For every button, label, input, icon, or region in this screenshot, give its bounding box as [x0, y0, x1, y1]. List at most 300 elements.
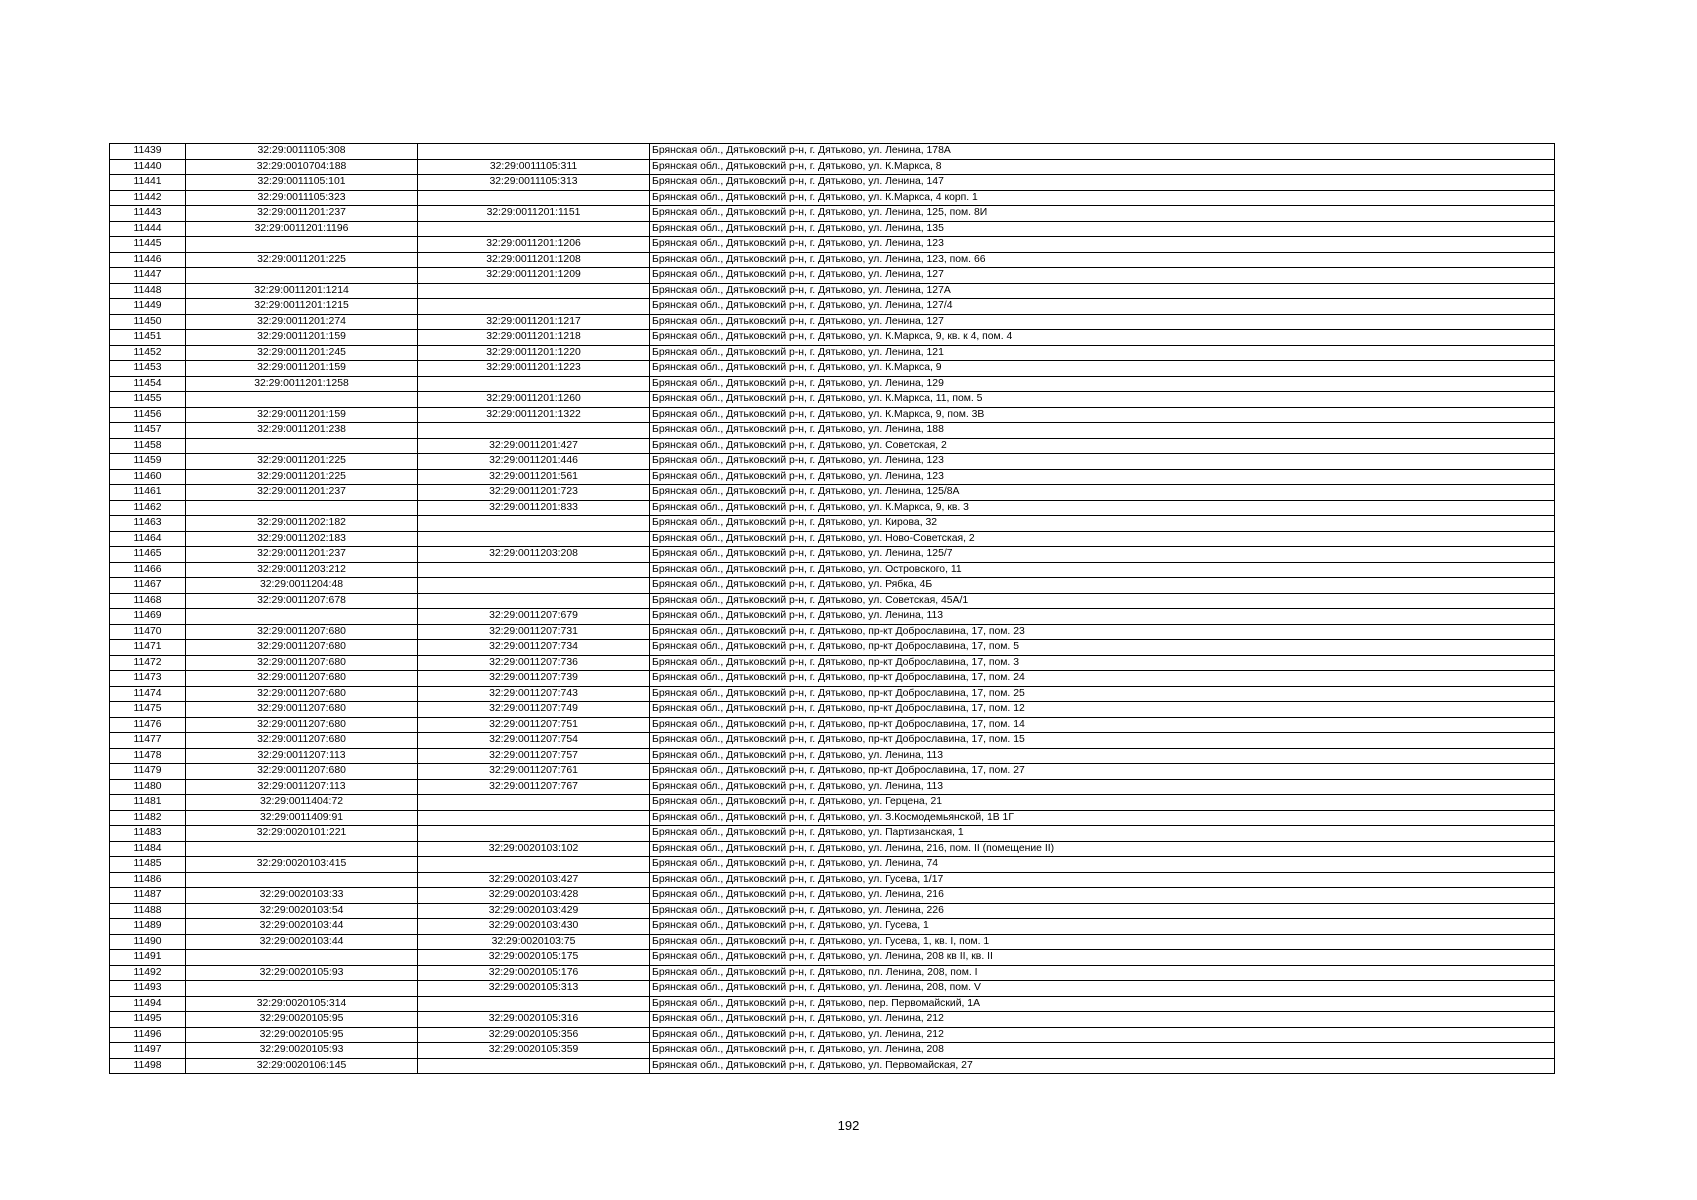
address-cell: Брянская обл., Дятьковский р-н, г. Дятьково, пр-кт Доброславина, 17, пом. 15 — [650, 733, 1555, 749]
building-cadastral-number-cell: 32:29:0020103:102 — [418, 841, 650, 857]
row-number-cell: 11461 — [110, 485, 186, 501]
parcel-cadastral-number-cell: 32:29:0011203:212 — [186, 562, 418, 578]
row-number-cell: 11456 — [110, 407, 186, 423]
table-row — [110, 392, 1555, 408]
building-cadastral-number-cell: 32:29:0011105:313 — [418, 175, 650, 191]
building-cadastral-number-cell: 32:29:0011207:761 — [418, 764, 650, 780]
row-number-cell: 11468 — [110, 593, 186, 609]
address-cell: Брянская обл., Дятьковский р-н, г. Дятьково, ул. Ленина, 113 — [650, 609, 1555, 625]
building-cadastral-number-cell: 32:29:0011207:743 — [418, 686, 650, 702]
parcel-cadastral-number-cell: 32:29:0011201:1214 — [186, 283, 418, 299]
table-row — [110, 810, 1555, 826]
parcel-cadastral-number-cell — [186, 981, 418, 997]
parcel-cadastral-number-cell: 32:29:0020103:44 — [186, 934, 418, 950]
parcel-cadastral-number-cell: 32:29:0020105:314 — [186, 996, 418, 1012]
parcel-cadastral-number-cell: 32:29:0020105:95 — [186, 1012, 418, 1028]
address-cell: Брянская обл., Дятьковский р-н, г. Дятьково, пер. Первомайский, 1А — [650, 996, 1555, 1012]
row-number-cell: 11453 — [110, 361, 186, 377]
parcel-cadastral-number-cell: 32:29:0011202:183 — [186, 531, 418, 547]
parcel-cadastral-number-cell: 32:29:0011207:680 — [186, 671, 418, 687]
table-row — [110, 1027, 1555, 1043]
row-number-cell: 11469 — [110, 609, 186, 625]
table-row — [110, 454, 1555, 470]
row-number-cell: 11440 — [110, 159, 186, 175]
table-row — [110, 702, 1555, 718]
table-row — [110, 795, 1555, 811]
parcel-cadastral-number-cell: 32:29:0011201:1196 — [186, 221, 418, 237]
address-cell: Брянская обл., Дятьковский р-н, г. Дятьково, ул. Ленина, 127А — [650, 283, 1555, 299]
parcel-cadastral-number-cell: 32:29:0020101:221 — [186, 826, 418, 842]
parcel-cadastral-number-cell — [186, 872, 418, 888]
building-cadastral-number-cell: 32:29:0011201:723 — [418, 485, 650, 501]
parcel-cadastral-number-cell: 32:29:0020103:415 — [186, 857, 418, 873]
address-cell: Брянская обл., Дятьковский р-н, г. Дятьково, ул. К.Маркса, 4 корп. 1 — [650, 190, 1555, 206]
table-row — [110, 438, 1555, 454]
parcel-cadastral-number-cell: 32:29:0011207:680 — [186, 624, 418, 640]
building-cadastral-number-cell — [418, 283, 650, 299]
row-number-cell: 11459 — [110, 454, 186, 470]
page-number: 192 — [837, 1118, 860, 1133]
table-row — [110, 655, 1555, 671]
building-cadastral-number-cell: 32:29:0011201:446 — [418, 454, 650, 470]
address-cell: Брянская обл., Дятьковский р-н, г. Дятьково, ул. Ленина, 178А — [650, 144, 1555, 160]
table-row — [110, 717, 1555, 733]
row-number-cell: 11454 — [110, 376, 186, 392]
building-cadastral-number-cell: 32:29:0011207:679 — [418, 609, 650, 625]
address-cell: Брянская обл., Дятьковский р-н, г. Дятьково, ул. Островского, 11 — [650, 562, 1555, 578]
row-number-cell: 11451 — [110, 330, 186, 346]
address-cell: Брянская обл., Дятьковский р-н, г. Дятьково, ул. Советская, 45А/1 — [650, 593, 1555, 609]
building-cadastral-number-cell: 32:29:0011201:1217 — [418, 314, 650, 330]
table-row — [110, 671, 1555, 687]
row-number-cell: 11485 — [110, 857, 186, 873]
table-row — [110, 252, 1555, 268]
table-row — [110, 423, 1555, 439]
parcel-cadastral-number-cell — [186, 268, 418, 284]
address-cell: Брянская обл., Дятьковский р-н, г. Дятьково, ул. Ленина, 147 — [650, 175, 1555, 191]
table-row — [110, 407, 1555, 423]
table-row — [110, 516, 1555, 532]
parcel-cadastral-number-cell: 32:29:0011202:182 — [186, 516, 418, 532]
address-cell: Брянская обл., Дятьковский р-н, г. Дятьково, ул. К.Маркса, 9, кв. к 4, пом. 4 — [650, 330, 1555, 346]
address-cell: Брянская обл., Дятьковский р-н, г. Дятьково, ул. Кирова, 32 — [650, 516, 1555, 532]
row-number-cell: 11463 — [110, 516, 186, 532]
building-cadastral-number-cell: 32:29:0020103:427 — [418, 872, 650, 888]
parcel-cadastral-number-cell: 32:29:0020103:33 — [186, 888, 418, 904]
row-number-cell: 11486 — [110, 872, 186, 888]
building-cadastral-number-cell: 32:29:0020103:428 — [418, 888, 650, 904]
building-cadastral-number-cell: 32:29:0011201:833 — [418, 500, 650, 516]
building-cadastral-number-cell: 32:29:0020103:430 — [418, 919, 650, 935]
address-cell: Брянская обл., Дятьковский р-н, г. Дятьково, ул. Ленина, 212 — [650, 1027, 1555, 1043]
building-cadastral-number-cell: 32:29:0011207:731 — [418, 624, 650, 640]
parcel-cadastral-number-cell: 32:29:0011201:159 — [186, 407, 418, 423]
table-row — [110, 764, 1555, 780]
parcel-cadastral-number-cell: 32:29:0010704:188 — [186, 159, 418, 175]
parcel-cadastral-number-cell: 32:29:0020106:145 — [186, 1058, 418, 1074]
parcel-cadastral-number-cell — [186, 500, 418, 516]
building-cadastral-number-cell: 32:29:0011201:1218 — [418, 330, 650, 346]
address-cell: Брянская обл., Дятьковский р-н, г. Дятьково, пр-кт Доброславина, 17, пом. 12 — [650, 702, 1555, 718]
parcel-cadastral-number-cell: 32:29:0011207:680 — [186, 640, 418, 656]
address-cell: Брянская обл., Дятьковский р-н, г. Дятьково, ул. Ленина, 123 — [650, 469, 1555, 485]
parcel-cadastral-number-cell: 32:29:0011207:678 — [186, 593, 418, 609]
address-cell: Брянская обл., Дятьковский р-н, г. Дятьково, ул. К.Маркса, 9 — [650, 361, 1555, 377]
address-cell: Брянская обл., Дятьковский р-н, г. Дятьково, ул. Ленина, 226 — [650, 903, 1555, 919]
row-number-cell: 11498 — [110, 1058, 186, 1074]
building-cadastral-number-cell: 32:29:0011201:427 — [418, 438, 650, 454]
row-number-cell: 11493 — [110, 981, 186, 997]
address-cell: Брянская обл., Дятьковский р-н, г. Дятьково, ул. Ленина, 125/7 — [650, 547, 1555, 563]
address-cell: Брянская обл., Дятьковский р-н, г. Дятьково, ул. Ленина, 113 — [650, 748, 1555, 764]
table-row — [110, 826, 1555, 842]
row-number-cell: 11487 — [110, 888, 186, 904]
parcel-cadastral-number-cell — [186, 237, 418, 253]
building-cadastral-number-cell: 32:29:0011201:1322 — [418, 407, 650, 423]
table-row — [110, 221, 1555, 237]
address-cell: Брянская обл., Дятьковский р-н, г. Дятьково, ул. Ленина, 135 — [650, 221, 1555, 237]
address-cell: Брянская обл., Дятьковский р-н, г. Дятьково, ул. Ново-Советская, 2 — [650, 531, 1555, 547]
address-cell: Брянская обл., Дятьковский р-н, г. Дятьково, ул. Первомайская, 27 — [650, 1058, 1555, 1074]
row-number-cell: 11482 — [110, 810, 186, 826]
address-cell: Брянская обл., Дятьковский р-н, г. Дятьково, ул. Ленина, 129 — [650, 376, 1555, 392]
table-row — [110, 996, 1555, 1012]
building-cadastral-number-cell: 32:29:0011201:1151 — [418, 206, 650, 222]
parcel-cadastral-number-cell: 32:29:0011201:1215 — [186, 299, 418, 315]
address-cell: Брянская обл., Дятьковский р-н, г. Дятьково, пр-кт Доброславина, 17, пом. 3 — [650, 655, 1555, 671]
building-cadastral-number-cell: 32:29:0011201:1208 — [418, 252, 650, 268]
row-number-cell: 11478 — [110, 748, 186, 764]
building-cadastral-number-cell: 32:29:0020105:356 — [418, 1027, 650, 1043]
row-number-cell: 11444 — [110, 221, 186, 237]
table-row — [110, 330, 1555, 346]
address-cell: Брянская обл., Дятьковский р-н, г. Дятьково, пр-кт Доброславина, 17, пом. 14 — [650, 717, 1555, 733]
register-table-body — [110, 144, 1555, 1074]
building-cadastral-number-cell: 32:29:0020105:175 — [418, 950, 650, 966]
building-cadastral-number-cell — [418, 857, 650, 873]
parcel-cadastral-number-cell: 32:29:0011207:680 — [186, 655, 418, 671]
table-row — [110, 934, 1555, 950]
building-cadastral-number-cell: 32:29:0011207:739 — [418, 671, 650, 687]
address-cell: Брянская обл., Дятьковский р-н, г. Дятьково, ул. Герцена, 21 — [650, 795, 1555, 811]
row-number-cell: 11460 — [110, 469, 186, 485]
table-row — [110, 190, 1555, 206]
table-row — [110, 144, 1555, 160]
address-cell: Брянская обл., Дятьковский р-н, г. Дятьково, пр-кт Доброславина, 17, пом. 25 — [650, 686, 1555, 702]
address-cell: Брянская обл., Дятьковский р-н, г. Дятьково, ул. Ленина, 127/4 — [650, 299, 1555, 315]
parcel-cadastral-number-cell: 32:29:0011207:680 — [186, 702, 418, 718]
address-cell: Брянская обл., Дятьковский р-н, г. Дятьково, ул. Рябка, 4Б — [650, 578, 1555, 594]
parcel-cadastral-number-cell — [186, 438, 418, 454]
row-number-cell: 11473 — [110, 671, 186, 687]
building-cadastral-number-cell — [418, 376, 650, 392]
row-number-cell: 11449 — [110, 299, 186, 315]
address-cell: Брянская обл., Дятьковский р-н, г. Дятьково, пл. Ленина, 208, пом. I — [650, 965, 1555, 981]
building-cadastral-number-cell: 32:29:0011201:1206 — [418, 237, 650, 253]
row-number-cell: 11455 — [110, 392, 186, 408]
address-cell: Брянская обл., Дятьковский р-н, г. Дятьково, ул. Партизанская, 1 — [650, 826, 1555, 842]
row-number-cell: 11490 — [110, 934, 186, 950]
table-row — [110, 283, 1555, 299]
row-number-cell: 11458 — [110, 438, 186, 454]
building-cadastral-number-cell — [418, 423, 650, 439]
address-cell: Брянская обл., Дятьковский р-н, г. Дятьково, ул. Ленина, 212 — [650, 1012, 1555, 1028]
parcel-cadastral-number-cell: 32:29:0020105:95 — [186, 1027, 418, 1043]
row-number-cell: 11457 — [110, 423, 186, 439]
parcel-cadastral-number-cell: 32:29:0020105:93 — [186, 965, 418, 981]
table-row — [110, 175, 1555, 191]
table-row — [110, 531, 1555, 547]
address-cell: Брянская обл., Дятьковский р-н, г. Дятьково, ул. З.Космодемьянской, 1В 1Г — [650, 810, 1555, 826]
address-cell: Брянская обл., Дятьковский р-н, г. Дятьково, ул. Ленина, 113 — [650, 779, 1555, 795]
parcel-cadastral-number-cell: 32:29:0011204:48 — [186, 578, 418, 594]
table-row — [110, 624, 1555, 640]
parcel-cadastral-number-cell: 32:29:0011201:245 — [186, 345, 418, 361]
row-number-cell: 11465 — [110, 547, 186, 563]
address-cell: Брянская обл., Дятьковский р-н, г. Дятьково, пр-кт Доброславина, 17, пом. 23 — [650, 624, 1555, 640]
building-cadastral-number-cell: 32:29:0011207:734 — [418, 640, 650, 656]
parcel-cadastral-number-cell: 32:29:0011409:91 — [186, 810, 418, 826]
row-number-cell: 11474 — [110, 686, 186, 702]
parcel-cadastral-number-cell: 32:29:0020105:93 — [186, 1043, 418, 1059]
parcel-cadastral-number-cell: 32:29:0011207:680 — [186, 733, 418, 749]
row-number-cell: 11494 — [110, 996, 186, 1012]
table-row — [110, 888, 1555, 904]
building-cadastral-number-cell — [418, 578, 650, 594]
table-row — [110, 485, 1555, 501]
parcel-cadastral-number-cell: 32:29:0011201:238 — [186, 423, 418, 439]
row-number-cell: 11491 — [110, 950, 186, 966]
row-number-cell: 11488 — [110, 903, 186, 919]
building-cadastral-number-cell — [418, 562, 650, 578]
table-row — [110, 686, 1555, 702]
table-row — [110, 1043, 1555, 1059]
address-cell: Брянская обл., Дятьковский р-н, г. Дятьково, ул. К.Маркса, 11, пом. 5 — [650, 392, 1555, 408]
building-cadastral-number-cell: 32:29:0011201:561 — [418, 469, 650, 485]
address-cell: Брянская обл., Дятьковский р-н, г. Дятьково, ул. Гусева, 1, кв. I, пом. 1 — [650, 934, 1555, 950]
building-cadastral-number-cell — [418, 516, 650, 532]
row-number-cell: 11439 — [110, 144, 186, 160]
table-row — [110, 593, 1555, 609]
row-number-cell: 11464 — [110, 531, 186, 547]
table-row — [110, 733, 1555, 749]
parcel-cadastral-number-cell: 32:29:0011201:225 — [186, 252, 418, 268]
table-row — [110, 857, 1555, 873]
table-row — [110, 903, 1555, 919]
table-row — [110, 268, 1555, 284]
row-number-cell: 11476 — [110, 717, 186, 733]
building-cadastral-number-cell — [418, 299, 650, 315]
parcel-cadastral-number-cell: 32:29:0011105:101 — [186, 175, 418, 191]
row-number-cell: 11448 — [110, 283, 186, 299]
parcel-cadastral-number-cell — [186, 841, 418, 857]
building-cadastral-number-cell — [418, 1058, 650, 1074]
building-cadastral-number-cell: 32:29:0011207:749 — [418, 702, 650, 718]
parcel-cadastral-number-cell — [186, 950, 418, 966]
table-row — [110, 562, 1555, 578]
parcel-cadastral-number-cell: 32:29:0011201:1258 — [186, 376, 418, 392]
parcel-cadastral-number-cell: 32:29:0011201:237 — [186, 485, 418, 501]
row-number-cell: 11475 — [110, 702, 186, 718]
parcel-cadastral-number-cell: 32:29:0011201:237 — [186, 206, 418, 222]
address-cell: Брянская обл., Дятьковский р-н, г. Дятьково, ул. К.Маркса, 9, кв. 3 — [650, 500, 1555, 516]
address-cell: Брянская обл., Дятьковский р-н, г. Дятьково, ул. Гусева, 1 — [650, 919, 1555, 935]
building-cadastral-number-cell — [418, 221, 650, 237]
address-cell: Брянская обл., Дятьковский р-н, г. Дятьково, ул. Гусева, 1/17 — [650, 872, 1555, 888]
parcel-cadastral-number-cell: 32:29:0011201:159 — [186, 330, 418, 346]
parcel-cadastral-number-cell — [186, 609, 418, 625]
building-cadastral-number-cell: 32:29:0020105:359 — [418, 1043, 650, 1059]
table-row — [110, 206, 1555, 222]
table-row — [110, 500, 1555, 516]
address-cell: Брянская обл., Дятьковский р-н, г. Дятьково, ул. Ленина, 216 — [650, 888, 1555, 904]
table-row — [110, 872, 1555, 888]
property-register-table — [109, 143, 1555, 1074]
building-cadastral-number-cell: 32:29:0020105:313 — [418, 981, 650, 997]
building-cadastral-number-cell — [418, 996, 650, 1012]
table-row — [110, 919, 1555, 935]
address-cell: Брянская обл., Дятьковский р-н, г. Дятьково, ул. Ленина, 74 — [650, 857, 1555, 873]
table-row — [110, 159, 1555, 175]
building-cadastral-number-cell: 32:29:0011105:311 — [418, 159, 650, 175]
row-number-cell: 11467 — [110, 578, 186, 594]
parcel-cadastral-number-cell: 32:29:0011201:159 — [186, 361, 418, 377]
table-row — [110, 237, 1555, 253]
building-cadastral-number-cell — [418, 531, 650, 547]
row-number-cell: 11479 — [110, 764, 186, 780]
building-cadastral-number-cell: 32:29:0011201:1220 — [418, 345, 650, 361]
address-cell: Брянская обл., Дятьковский р-н, г. Дятьково, ул. Ленина, 123 — [650, 454, 1555, 470]
building-cadastral-number-cell: 32:29:0011207:754 — [418, 733, 650, 749]
table-row — [110, 981, 1555, 997]
table-row — [110, 640, 1555, 656]
address-cell: Брянская обл., Дятьковский р-н, г. Дятьково, пр-кт Доброславина, 17, пом. 5 — [650, 640, 1555, 656]
parcel-cadastral-number-cell — [186, 392, 418, 408]
parcel-cadastral-number-cell: 32:29:0011207:113 — [186, 748, 418, 764]
row-number-cell: 11447 — [110, 268, 186, 284]
building-cadastral-number-cell: 32:29:0011201:1260 — [418, 392, 650, 408]
building-cadastral-number-cell: 32:29:0011207:751 — [418, 717, 650, 733]
row-number-cell: 11471 — [110, 640, 186, 656]
table-row — [110, 609, 1555, 625]
parcel-cadastral-number-cell: 32:29:0011404:72 — [186, 795, 418, 811]
row-number-cell: 11495 — [110, 1012, 186, 1028]
building-cadastral-number-cell — [418, 190, 650, 206]
row-number-cell: 11466 — [110, 562, 186, 578]
address-cell: Брянская обл., Дятьковский р-н, г. Дятьково, ул. Советская, 2 — [650, 438, 1555, 454]
parcel-cadastral-number-cell: 32:29:0011207:680 — [186, 686, 418, 702]
address-cell: Брянская обл., Дятьковский р-н, г. Дятьково, ул. Ленина, 208, пом. V — [650, 981, 1555, 997]
row-number-cell: 11483 — [110, 826, 186, 842]
table-row — [110, 376, 1555, 392]
parcel-cadastral-number-cell: 32:29:0011201:225 — [186, 454, 418, 470]
address-cell: Брянская обл., Дятьковский р-н, г. Дятьково, ул. К.Маркса, 9, пом. 3В — [650, 407, 1555, 423]
building-cadastral-number-cell: 32:29:0020105:176 — [418, 965, 650, 981]
table-row — [110, 578, 1555, 594]
building-cadastral-number-cell — [418, 795, 650, 811]
table-row — [110, 314, 1555, 330]
row-number-cell: 11477 — [110, 733, 186, 749]
row-number-cell: 11442 — [110, 190, 186, 206]
address-cell: Брянская обл., Дятьковский р-н, г. Дятьково, ул. К.Маркса, 8 — [650, 159, 1555, 175]
address-cell: Брянская обл., Дятьковский р-н, г. Дятьково, ул. Ленина, 127 — [650, 314, 1555, 330]
row-number-cell: 11497 — [110, 1043, 186, 1059]
address-cell: Брянская обл., Дятьковский р-н, г. Дятьково, пр-кт Доброславина, 17, пом. 24 — [650, 671, 1555, 687]
table-row — [110, 345, 1555, 361]
building-cadastral-number-cell — [418, 826, 650, 842]
building-cadastral-number-cell: 32:29:0011207:736 — [418, 655, 650, 671]
parcel-cadastral-number-cell: 32:29:0011201:225 — [186, 469, 418, 485]
row-number-cell: 11462 — [110, 500, 186, 516]
table-row — [110, 950, 1555, 966]
parcel-cadastral-number-cell: 32:29:0011207:680 — [186, 717, 418, 733]
address-cell: Брянская обл., Дятьковский р-н, г. Дятьково, ул. Ленина, 123, пом. 66 — [650, 252, 1555, 268]
row-number-cell: 11496 — [110, 1027, 186, 1043]
building-cadastral-number-cell — [418, 810, 650, 826]
parcel-cadastral-number-cell: 32:29:0020103:54 — [186, 903, 418, 919]
row-number-cell: 11441 — [110, 175, 186, 191]
address-cell: Брянская обл., Дятьковский р-н, г. Дятьково, пр-кт Доброславина, 17, пом. 27 — [650, 764, 1555, 780]
parcel-cadastral-number-cell: 32:29:0011105:323 — [186, 190, 418, 206]
building-cadastral-number-cell: 32:29:0011201:1209 — [418, 268, 650, 284]
parcel-cadastral-number-cell: 32:29:0020103:44 — [186, 919, 418, 935]
table-row — [110, 841, 1555, 857]
building-cadastral-number-cell: 32:29:0011201:1223 — [418, 361, 650, 377]
address-cell: Брянская обл., Дятьковский р-н, г. Дятьково, ул. Ленина, 208 кв II, кв. II — [650, 950, 1555, 966]
building-cadastral-number-cell: 32:29:0011207:757 — [418, 748, 650, 764]
building-cadastral-number-cell: 32:29:0020103:75 — [418, 934, 650, 950]
table-row — [110, 1058, 1555, 1074]
address-cell: Брянская обл., Дятьковский р-н, г. Дятьково, ул. Ленина, 127 — [650, 268, 1555, 284]
parcel-cadastral-number-cell: 32:29:0011201:274 — [186, 314, 418, 330]
row-number-cell: 11450 — [110, 314, 186, 330]
parcel-cadastral-number-cell: 32:29:0011207:680 — [186, 764, 418, 780]
row-number-cell: 11489 — [110, 919, 186, 935]
address-cell: Брянская обл., Дятьковский р-н, г. Дятьково, ул. Ленина, 125, пом. 8И — [650, 206, 1555, 222]
parcel-cadastral-number-cell: 32:29:0011201:237 — [186, 547, 418, 563]
row-number-cell: 11445 — [110, 237, 186, 253]
building-cadastral-number-cell — [418, 593, 650, 609]
table-row — [110, 547, 1555, 563]
table-row — [110, 361, 1555, 377]
table-row — [110, 965, 1555, 981]
building-cadastral-number-cell: 32:29:0011203:208 — [418, 547, 650, 563]
address-cell: Брянская обл., Дятьковский р-н, г. Дятьково, ул. Ленина, 208 — [650, 1043, 1555, 1059]
table-row — [110, 779, 1555, 795]
row-number-cell: 11472 — [110, 655, 186, 671]
row-number-cell: 11480 — [110, 779, 186, 795]
table-row — [110, 1012, 1555, 1028]
row-number-cell: 11484 — [110, 841, 186, 857]
address-cell: Брянская обл., Дятьковский р-н, г. Дятьково, ул. Ленина, 188 — [650, 423, 1555, 439]
building-cadastral-number-cell — [418, 144, 650, 160]
table-row — [110, 469, 1555, 485]
table-row — [110, 748, 1555, 764]
row-number-cell: 11481 — [110, 795, 186, 811]
address-cell: Брянская обл., Дятьковский р-н, г. Дятьково, ул. Ленина, 125/8А — [650, 485, 1555, 501]
address-cell: Брянская обл., Дятьковский р-н, г. Дятьково, ул. Ленина, 216, пом. II (помещение II) — [650, 841, 1555, 857]
parcel-cadastral-number-cell: 32:29:0011105:308 — [186, 144, 418, 160]
row-number-cell: 11470 — [110, 624, 186, 640]
building-cadastral-number-cell: 32:29:0011207:767 — [418, 779, 650, 795]
address-cell: Брянская обл., Дятьковский р-н, г. Дятьково, ул. Ленина, 123 — [650, 237, 1555, 253]
building-cadastral-number-cell: 32:29:0020105:316 — [418, 1012, 650, 1028]
building-cadastral-number-cell: 32:29:0020103:429 — [418, 903, 650, 919]
row-number-cell: 11492 — [110, 965, 186, 981]
table-row — [110, 299, 1555, 315]
parcel-cadastral-number-cell: 32:29:0011207:113 — [186, 779, 418, 795]
address-cell: Брянская обл., Дятьковский р-н, г. Дятьково, ул. Ленина, 121 — [650, 345, 1555, 361]
